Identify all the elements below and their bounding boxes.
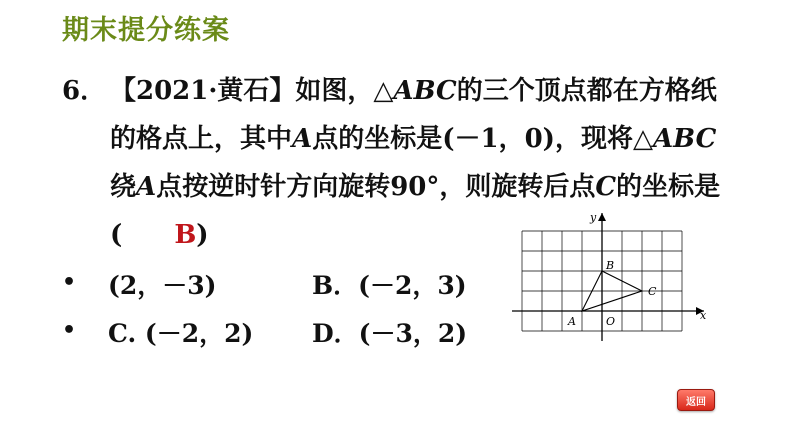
answer-blank <box>110 214 209 251</box>
point-a-label: A <box>568 315 576 328</box>
paren-open: ( <box>110 220 175 250</box>
q-triangle-abc: ABC <box>393 76 457 106</box>
answer-letter: B <box>174 220 197 250</box>
q-point-c: C <box>595 172 617 202</box>
bullet-icon: • <box>62 318 77 343</box>
bullet-icon: • <box>62 270 77 295</box>
slide-title: 期末提分练案 <box>62 15 230 46</box>
option-d: D．(－3，2) <box>312 319 468 348</box>
point-b-label: B <box>606 259 615 272</box>
question-line-3 <box>110 166 720 203</box>
q-point-a: A <box>136 172 157 202</box>
paren-close: ) <box>196 220 209 250</box>
question-line-2 <box>110 118 716 155</box>
q-text: 的格点上，其中 <box>110 124 293 154</box>
question-number: 6． <box>62 76 107 106</box>
y-axis-label: y <box>590 211 597 224</box>
q-text: 的坐标是 <box>616 172 721 202</box>
x-axis-label: x <box>700 309 707 322</box>
point-c-label: C <box>648 285 657 298</box>
q-text: 【2021·黄石】如图，△ <box>110 76 394 106</box>
origin-label: O <box>606 315 616 328</box>
q-text: 点按逆时针方向旋转90°，则旋转后点 <box>156 172 596 202</box>
q-point-a: A <box>292 124 313 154</box>
option-c: C. (－2，2) <box>108 319 254 348</box>
q-text: 的三个顶点都在方格纸 <box>456 76 717 106</box>
coordinate-grid-figure <box>508 205 744 355</box>
y-axis-arrow <box>598 213 606 221</box>
q-text: 点的坐标是(－1，0)，现将△ <box>312 124 653 154</box>
question-line-1 <box>62 70 717 107</box>
option-b: B．(－2，3) <box>312 271 467 300</box>
q-text: 绕 <box>110 172 137 202</box>
back-button[interactable]: 返回 <box>677 389 715 411</box>
option-a: (2，－3) <box>108 271 217 300</box>
q-triangle-abc: ABC <box>652 124 717 154</box>
